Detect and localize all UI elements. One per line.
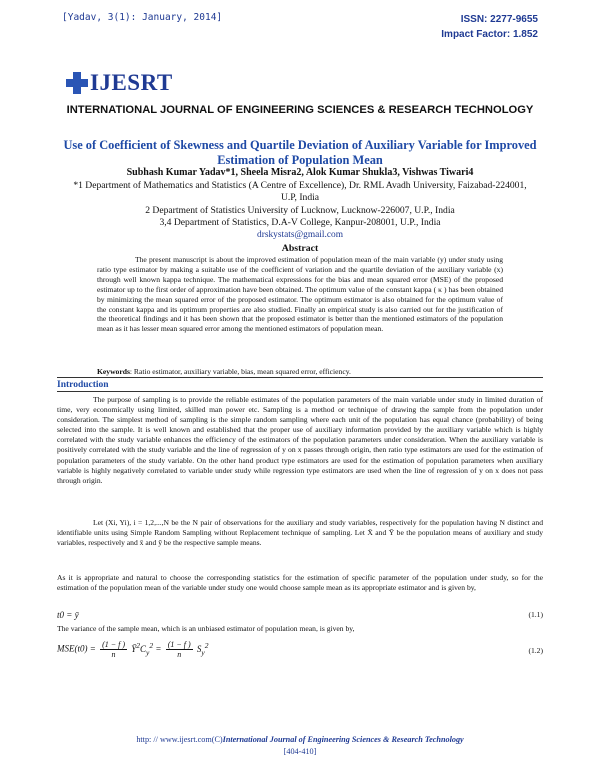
- abstract-text: The present manuscript is about the improved estimation of population mean of the main variable (y) under study using ratio type estimator by making a suitable use of the coefficient of variation and the quartile deviation of the auxiliary variable (x) through well known kappa technique. The mathematical expressions for the bias and mean squared error (MSE) of the proposed estimator up to the first order of approximation have been obtained. The optimum value of the constant kappa ( κ ) has been obtained by minimizing the mean squared error of the proposed estimator. The optimum estimator is also obtained for the optimum value of the constant kappa and its optimum properties are also studied. Finally an empirical study is also carried out for the justification of the theoretical findings and it has been shown that the proposed estimator is better than the mentioned estimators of the population mean as it has lesser mean squared error among the mentioned estimators of population mean.: [97, 255, 503, 334]
- equation-1-2: [57, 640, 543, 666]
- affiliation-1: *1 Department of Mathematics and Statistics (A Centre of Excellence), Dr. RML Avadh University, Faizabad-224001, U.P, India: [73, 180, 527, 203]
- footer-url[interactable]: http: // www.ijesrt.com(C): [136, 735, 223, 744]
- equation-1-2-lhs: MSE(t0) =: [57, 643, 96, 654]
- intro-paragraph-2: Let (Xi, Yi), i = 1,2,...,N be the N pair of observations for the auxiliary and study variables, respectively for the population having N distinct and identifiable units using Simple Random Sampling without Replacement technique of sampling. Let X̄ and Ȳ be the population means of auxiliary and study variables, respectively and x̄ and ȳ be the respective sample means.: [57, 518, 543, 548]
- intro-paragraph-4: The variance of the sample mean, which is an unbiased estimator of population mean, is given by,: [57, 624, 355, 633]
- fraction: $\frac{(1 - f )}{n}$: [102, 640, 126, 659]
- author-email[interactable]: drskystats@gmail.com: [257, 230, 343, 240]
- page-range: [404-410]: [283, 747, 317, 756]
- intro-paragraph-1: The purpose of sampling is to provide the reliable estimates of the population parameters of the main variable under study in limited duration of time, very economically using limited, skilled man power etc. Sampling is a method or technique of drawing the sample from the population under consideration. The simplest method of sampling is the simple random sampling where each unit of the population has equal chance (probability) of being selected into the sample. It is well known and established that the proper use of auxiliary information provided by the auxiliary variable which is highly correlated with the study variable enhances the efficiency of the estimators of the population parameters under consideration. When the auxiliary variable is positively correlated with the study variable and the line of regression of y on x passes through origin, then ratio type estimators are used for the estimation of population parameters of the study variable. On the other hand product type estimators are used for the estimation of population parameters when auxiliary variable is highly negatively correlated to variable under study while regression type estimators are used when the line of regression of y on x does not pass through origin.: [57, 395, 543, 485]
- equation-number: (1.2): [528, 646, 543, 655]
- equation-1-1-body: t0 = ȳ: [57, 610, 79, 620]
- equation-1-2-rhs: $S_y^2$: [196, 640, 209, 657]
- author-list: Subhash Kumar Yadav*1, Sheela Misra2, Alok Kumar Shukla3, Vishwas Tiwari4: [126, 167, 474, 178]
- plus-logo-icon: [66, 72, 88, 94]
- keywords: [97, 367, 503, 376]
- introduction-heading: Introduction: [57, 380, 109, 390]
- paper-title: Use of Coefficient of Skewness and Quartile Deviation of Auxiliary Variable for Improved Estimation of Population Mean: [63, 138, 537, 167]
- journal-logo: [66, 70, 173, 96]
- equation-1-2-middle: $Ȳ^2C_y^2$ =: [131, 640, 162, 657]
- affiliation-3: 3,4 Department of Statistics, D.A-V College, Kanpur-208001, U.P., India: [159, 217, 441, 228]
- issn-block: [441, 12, 538, 42]
- keywords-label: Keywords: [97, 367, 130, 376]
- issn: ISSN: 2277-9655: [460, 14, 538, 25]
- keywords-text: : Ratio estimator, auxiliary variable, bias, mean squared error, efficiency.: [129, 367, 351, 376]
- abstract-heading: Abstract: [281, 243, 319, 254]
- logo-text: IJESRT: [90, 70, 173, 95]
- journal-name: INTERNATIONAL JOURNAL OF ENGINEERING SCIENCES & RESEARCH TECHNOLOGY: [66, 104, 534, 116]
- impact-factor: Impact Factor: 1.852: [441, 29, 538, 40]
- citation-header: [Yadav, 3(1): January, 2014]: [62, 12, 223, 23]
- section-divider: [57, 391, 543, 392]
- page-footer: [60, 734, 540, 758]
- intro-paragraph-3: As it is appropriate and natural to choose the corresponding statistics for the estimation of specific parameter of the population under study, so for the estimation of the population mean of the variable under study one would choose sample mean as its appropriate estimator and is given by,: [57, 573, 543, 593]
- section-divider: [57, 377, 543, 378]
- affiliation-2: 2 Department of Statistics University of Lucknow, Lucknow-226007, U.P., India: [145, 205, 455, 216]
- fraction: $\frac{(1 - f )}{n}$: [167, 640, 191, 659]
- equation-1-1: [57, 610, 543, 620]
- footer-journal: International Journal of Engineering Sciences & Research Technology: [222, 735, 464, 744]
- equation-number: (1.1): [528, 610, 543, 619]
